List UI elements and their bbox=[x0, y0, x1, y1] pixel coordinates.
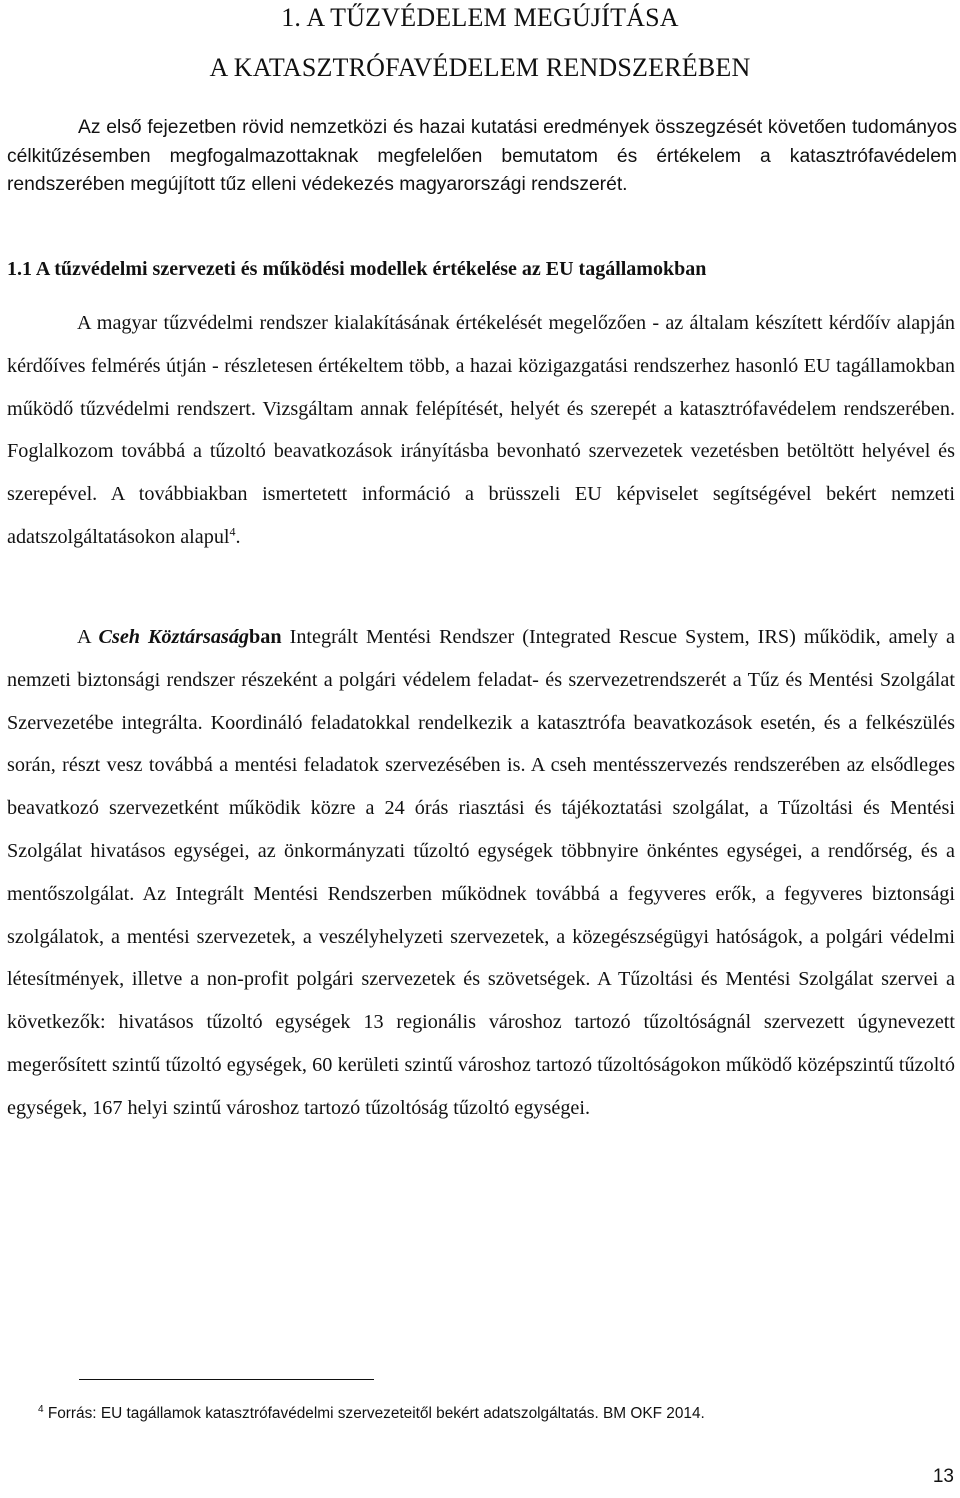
intro-paragraph: Az első fejezetben rövid nemzetközi és hazai kutatási eredmények összegzését követően tudományos célkitűzésemben megfogalmazottaknak megfelelően bemutatom és értékelem a katasztrófavédelem rendszerében megújított tűz elleni védekezés magyarországi rendszerét. bbox=[7, 117, 957, 195]
body-paragraph-1 bbox=[7, 302, 955, 559]
footnote bbox=[38, 1404, 938, 1424]
footnote-text: Forrás: EU tagállamok katasztrófavédelmi szervezeteitől bekért adatszolgáltatás. BM OKF 2014. bbox=[43, 1405, 705, 1422]
paragraph-1-text: A magyar tűzvédelmi rendszer kialakításának értékelését megelőzően - az általam készített kérdőív alapján kérdőíves felmérés útján - részletesen értékeltem több, a hazai közigazgatási rendszerhez hasonló EU tagállamokban működő tűzvédelmi rendszert. Vizsgáltam annak felépítését, helyét és szerepét a katasztrófavédelem rendszerében. Foglalkozom továbbá a tűzoltó beavatkozások irányításba bevonható szervezetek vezetésben betöltött helyével és szerepével. A továbbiakban ismertetett információ a brüsszeli EU képviselet segítségével bekért nemzeti adatszolgáltatásokon alapul bbox=[7, 312, 955, 548]
paragraph-2-lead: A bbox=[77, 626, 99, 648]
paragraph-1-end: . bbox=[235, 525, 241, 548]
country-name-suffix: ban bbox=[249, 626, 282, 648]
country-name-italic: Cseh Köztársaság bbox=[98, 626, 250, 648]
section-heading: 1.1 A tűzvédelmi szervezeti és működési modellek értékelése az EU tagállamokban bbox=[7, 258, 707, 280]
footnote-separator bbox=[79, 1379, 374, 1380]
country-name bbox=[99, 626, 282, 648]
chapter-title-line1: 1. A TŰZVÉDELEM MEGÚJÍTÁSA bbox=[281, 3, 679, 32]
footnote-number: 4 bbox=[38, 1403, 44, 1415]
footnote-reference[interactable]: 4 bbox=[229, 524, 236, 539]
chapter-title-line2: A KATASZTRÓFAVÉDELEM RENDSZERÉBEN bbox=[209, 53, 751, 82]
body-paragraph-2 bbox=[7, 616, 955, 1130]
page-number: 13 bbox=[932, 1466, 954, 1487]
paragraph-2-text: Integrált Mentési Rendszer (Integrated Rescue System, IRS) működik, amely a nemzeti biztonsági rendszer részeként a polgári védelem feladat- és szervezetrendszerét a Tűz és Mentési Szolgálat Szervezetébe integrálta. Koordináló feladatokkal rendelkezik a katasztrófa beavatkozások esetén, és a felkészülés során, részt vesz továbbá a mentési feladatok szervezésében is. A cseh mentésszervezés rendszerében az elsődleges beavatkozó szervezetként működik közre a 24 órás riasztási és tájékoztatási szolgálat, a Tűzoltási és Mentési Szolgálat hivatásos egységei, az önkormányzati tűzoltó egységek többnyire önkéntes egységei, a rendőrség, és a mentőszolgálat. Az Integrált Mentési Rendszerben működnek továbbá a fegyveres erők, a fegyveres biztonsági szolgálatok, a mentési szervezetek, a veszélyhelyzeti szervezetek, a közegészségügyi hatóságok, a polgári védelmi létesítmények, illetve a non-profit polgári szervezetek és szövetségek. A Tűzoltási és Mentési Szolgálat szervei a következők: hivatásos tűzoltó egységek 13 regionális városhoz tartozó tűzoltóságnál szervezett úgynevezett megerősített szintű tűzoltó egységek, 60 kerületi szintű városhoz tartozó tűzoltóságokon működő középszintű tűzoltó egységek, 167 helyi szintű városhoz tartozó tűzoltóság tűzoltó egységei. bbox=[7, 626, 955, 1119]
